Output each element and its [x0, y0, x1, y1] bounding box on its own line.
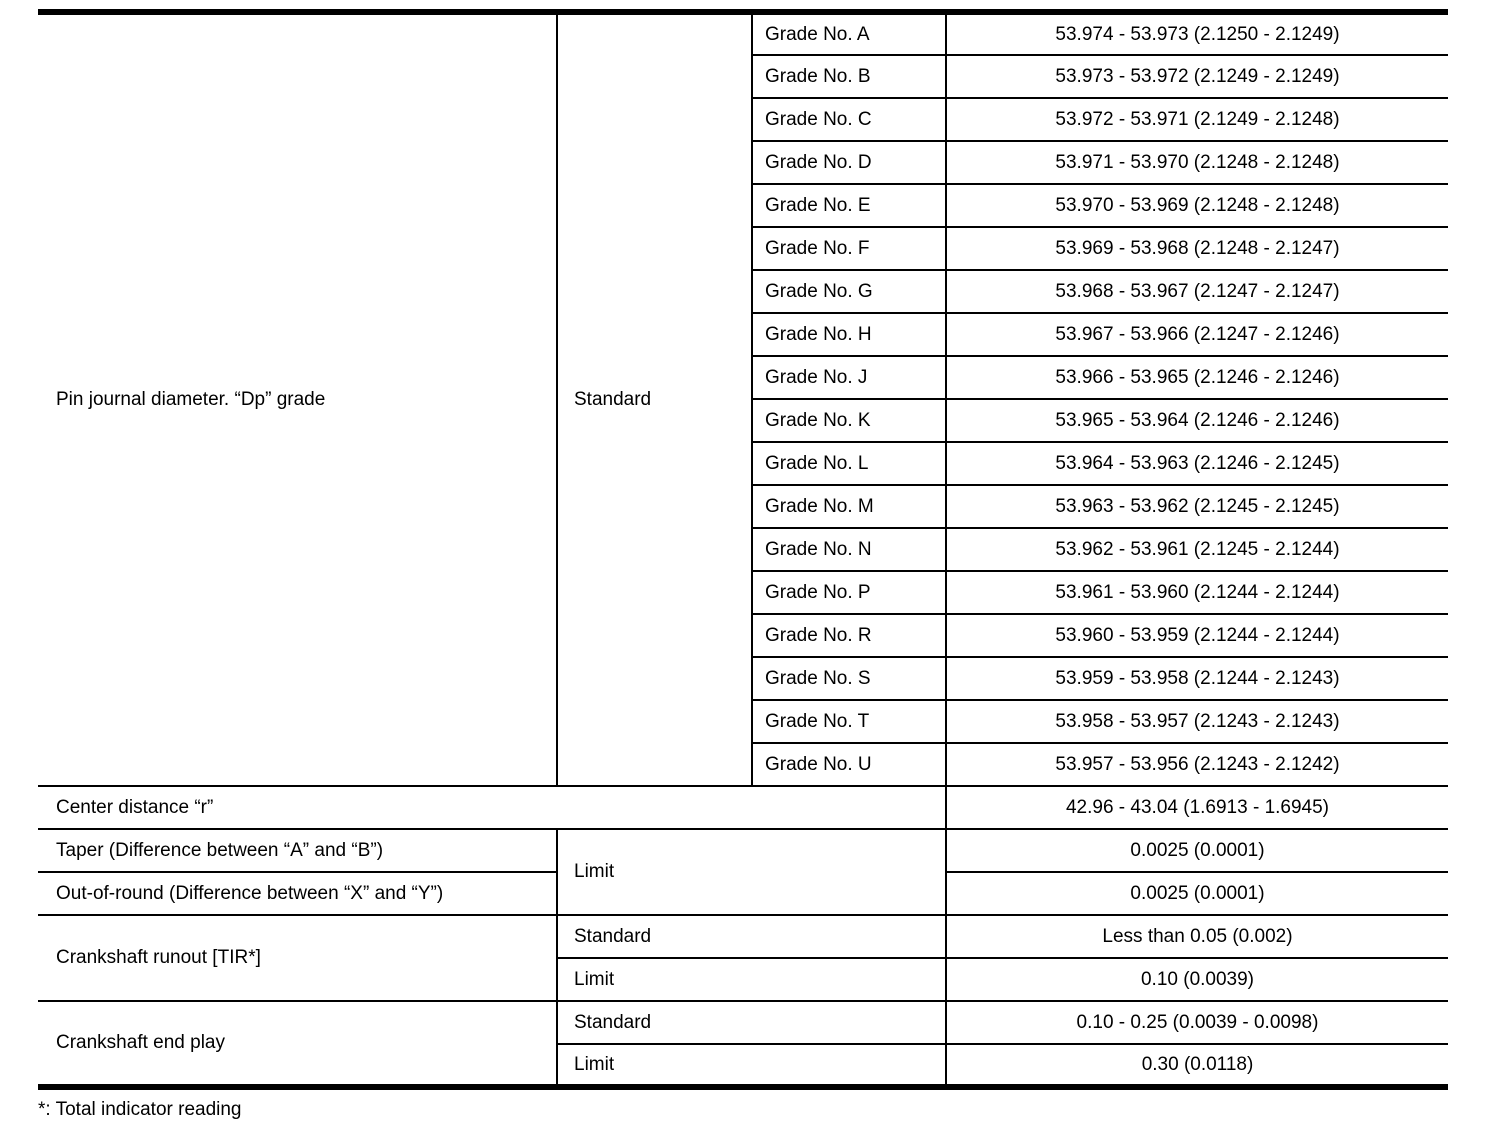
- value-cell: 53.962 - 53.961 (2.1245 - 2.1244): [946, 528, 1448, 571]
- out-of-round-label-cell: Out-of-round (Difference between “X” and “Y”): [38, 872, 557, 915]
- value-cell: 53.972 - 53.971 (2.1249 - 2.1248): [946, 98, 1448, 141]
- grade-cell: Grade No. M: [752, 485, 946, 528]
- crankshaft-specs-table: [38, 9, 1448, 1090]
- grade-cell: Grade No. A: [752, 12, 946, 55]
- end-play-limit-condition-cell: Limit: [557, 1044, 946, 1087]
- table-row: [38, 786, 1448, 829]
- grade-cell: Grade No. L: [752, 442, 946, 485]
- value-cell: 42.96 - 43.04 (1.6913 - 1.6945): [946, 786, 1448, 829]
- table-row: [38, 915, 1448, 958]
- runout-standard-condition-cell: Standard: [557, 915, 946, 958]
- value-cell: 53.957 - 53.956 (2.1243 - 2.1242): [946, 743, 1448, 786]
- value-cell: 53.963 - 53.962 (2.1245 - 2.1245): [946, 485, 1448, 528]
- value-cell: 53.966 - 53.965 (2.1246 - 2.1246): [946, 356, 1448, 399]
- value-cell: 53.961 - 53.960 (2.1244 - 2.1244): [946, 571, 1448, 614]
- value-cell: 0.0025 (0.0001): [946, 872, 1448, 915]
- value-cell: Less than 0.05 (0.002): [946, 915, 1448, 958]
- crankshaft-end-play-label-cell: Crankshaft end play: [38, 1001, 557, 1087]
- value-cell: 0.30 (0.0118): [946, 1044, 1448, 1087]
- value-cell: 0.0025 (0.0001): [946, 829, 1448, 872]
- pin-journal-condition-cell: Standard: [557, 12, 752, 786]
- value-cell: 0.10 (0.0039): [946, 958, 1448, 1001]
- grade-cell: Grade No. S: [752, 657, 946, 700]
- crankshaft-runout-label-cell: Crankshaft runout [TIR*]: [38, 915, 557, 1001]
- value-cell: 53.964 - 53.963 (2.1246 - 2.1245): [946, 442, 1448, 485]
- value-cell: 53.971 - 53.970 (2.1248 - 2.1248): [946, 141, 1448, 184]
- grade-cell: Grade No. D: [752, 141, 946, 184]
- grade-cell: Grade No. K: [752, 399, 946, 442]
- grade-cell: Grade No. C: [752, 98, 946, 141]
- table-row: [38, 1001, 1448, 1044]
- taper-label-cell: Taper (Difference between “A” and “B”): [38, 829, 557, 872]
- value-cell: 53.960 - 53.959 (2.1244 - 2.1244): [946, 614, 1448, 657]
- grade-cell: Grade No. T: [752, 700, 946, 743]
- grade-cell: Grade No. G: [752, 270, 946, 313]
- value-cell: 53.958 - 53.957 (2.1243 - 2.1243): [946, 700, 1448, 743]
- grade-cell: Grade No. H: [752, 313, 946, 356]
- value-cell: 53.959 - 53.958 (2.1244 - 2.1243): [946, 657, 1448, 700]
- grade-cell: Grade No. R: [752, 614, 946, 657]
- pin-journal-label-cell: Pin journal diameter. “Dp” grade: [38, 12, 557, 786]
- value-cell: 0.10 - 0.25 (0.0039 - 0.0098): [946, 1001, 1448, 1044]
- value-cell: 53.970 - 53.969 (2.1248 - 2.1248): [946, 184, 1448, 227]
- value-cell: 53.969 - 53.968 (2.1248 - 2.1247): [946, 227, 1448, 270]
- taper-condition-cell: Limit: [557, 829, 946, 915]
- center-distance-label-cell: Center distance “r”: [38, 786, 946, 829]
- value-cell: 53.973 - 53.972 (2.1249 - 2.1249): [946, 55, 1448, 98]
- grade-cell: Grade No. J: [752, 356, 946, 399]
- end-play-standard-condition-cell: Standard: [557, 1001, 946, 1044]
- value-cell: 53.967 - 53.966 (2.1247 - 2.1246): [946, 313, 1448, 356]
- value-cell: 53.965 - 53.964 (2.1246 - 2.1246): [946, 399, 1448, 442]
- table-row: [38, 12, 1448, 55]
- table-row: [38, 829, 1448, 872]
- grade-cell: Grade No. P: [752, 571, 946, 614]
- grade-cell: Grade No. E: [752, 184, 946, 227]
- grade-cell: Grade No. N: [752, 528, 946, 571]
- grade-cell: Grade No. F: [752, 227, 946, 270]
- value-cell: 53.974 - 53.973 (2.1250 - 2.1249): [946, 12, 1448, 55]
- value-cell: 53.968 - 53.967 (2.1247 - 2.1247): [946, 270, 1448, 313]
- runout-limit-condition-cell: Limit: [557, 958, 946, 1001]
- grade-cell: Grade No. U: [752, 743, 946, 786]
- grade-cell: Grade No. B: [752, 55, 946, 98]
- tir-footnote: *: Total indicator reading: [38, 1099, 242, 1120]
